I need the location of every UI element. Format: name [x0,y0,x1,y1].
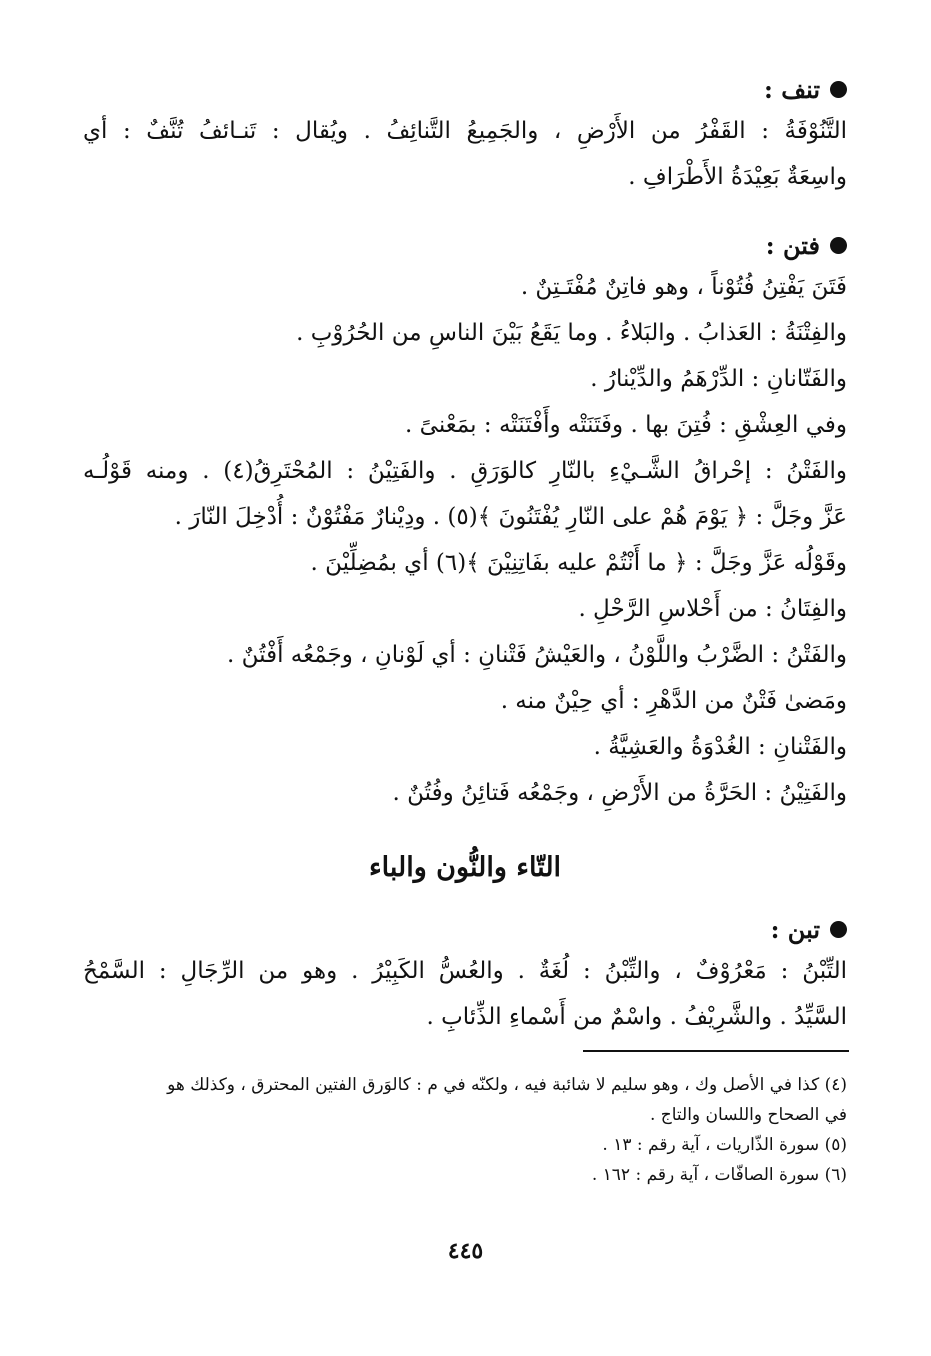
section-title: التّاء والنُّون والباء [368,852,562,883]
entry-line: السَّيِّدُ . والشَّرِيْفُ . واسْمٌ من أَسْماءِ الذِّئابِ . [426,1004,847,1030]
footnote-divider [583,1050,849,1052]
entry-tbn [83,910,847,1040]
entry-line: والفَتْنُ : إحْراقُ الشَّـيْءِ بالنّارِ كالوَرَقِ . والفَتِيْنُ : المُحْتَرِقُ(٤) . ومنه قَوْلُـه [83,458,847,484]
entry-heading-text: فتن : [765,230,820,260]
entry-line: وفي العِشْقِ : فُتِنَ بها . وفَتَنَتْه وأَفْتَنَتْه : بمَعْنىً . [405,412,847,438]
entry-heading [83,226,847,264]
entry-line: ومَضىٰ فَتْنٌ من الدَّهْرِ : أي حِيْنٌ منه . [500,688,847,714]
entry-heading-text: تبن : [770,914,820,944]
entry-line: والفَتِيْنُ : الحَرَّةُ من الأَرْضِ ، وجَمْعُه فَتائِنُ وفُتُنٌ . [392,780,847,806]
entry-heading-text: تنف : [764,74,820,104]
entry-line: فَتَنَ يَفْتِنُ فُتُوْناً ، وهو فاتِنٌ مُفْتَـتِنٌ . [520,274,847,300]
entry-tnf [83,70,847,200]
entry-line: التَّنُوْفَةُ : القَفْرُ من الأَرْضِ ، والجَمِيعُ التَّنائِفُ . ويُقال : تَنـائفُ تُنَّفٌ : أي [83,118,847,144]
entry-heading [83,910,847,948]
entry-line: والفِتَانُ : من أَحْلاسِ الرَّحْلِ . [578,596,847,622]
bullet-icon [830,237,847,254]
bullet-icon [830,81,847,98]
footnote-line: (٤) كذا في الأصل وك ، وهو سليم لا شائبة فيه ، ولكنّه في م : كالوَرق الفتين المحترق ، وكذلك هو [167,1075,847,1095]
footnote-line: (٥) سورة الذّاريات ، آية رقم : ١٣ . [602,1135,847,1155]
entry-line: والفِتْنَةُ : العَذابُ . والبَلاءُ . وما يَقَعُ بَيْنَ الناسِ من الحُرُوْبِ . [296,320,847,346]
entry-line: وقَوْلُه عَزَّ وجَلَّ : ﴿ ما أَنْتُمْ عليه بفَاتِنِيْنَ ﴾(٦) أي بمُضِلِّيْنَ . [310,550,847,576]
footnote-line: في الصحاح واللسان والتاج . [649,1105,847,1125]
footnote-line: (٦) سورة الصافّات ، آية رقم : ١٦٢ . [591,1165,847,1185]
bullet-icon [830,921,847,938]
entry-heading [83,70,847,108]
page-number: ٤٤٥ [447,1238,484,1264]
entry-line: والفَتْنانِ : الغُدْوَةُ والعَشِيَّةُ . [593,734,847,760]
entry-line: التِّبْنُ : مَعْرُوْفٌ ، والتِّبْنُ : لُغَةٌ . والعُسُّ الكَبِيْرُ . وهو من الرِّجَالِ : السَّمْحُ [83,958,847,984]
entry-ftn [83,226,847,816]
entry-line: واسِعَةٌ بَعِيْدَةُ الأَطْرَافِ . [628,164,847,190]
entry-line: والفَتّانانِ : الدِّرْهَمُ والدِّيْنارُ . [590,366,847,392]
main-text [83,70,847,1040]
footnotes [83,1070,847,1190]
entry-line: والفَتْنُ : الضَّرْبُ واللَّوْنُ ، والعَيْشُ فَتْنانِ : أي لَوْنانِ ، وجَمْعُه أَفْتُنٌ . [227,642,847,668]
entry-line: عَزَّ وجَلَّ : ﴿ يَوْمَ هُمْ على النّارِ يُفْتَنُونَ ﴾(٥) . ودِيْنارٌ مَفْتُوْنٌ : أُدْخِلَ النّارَ . [174,504,847,530]
